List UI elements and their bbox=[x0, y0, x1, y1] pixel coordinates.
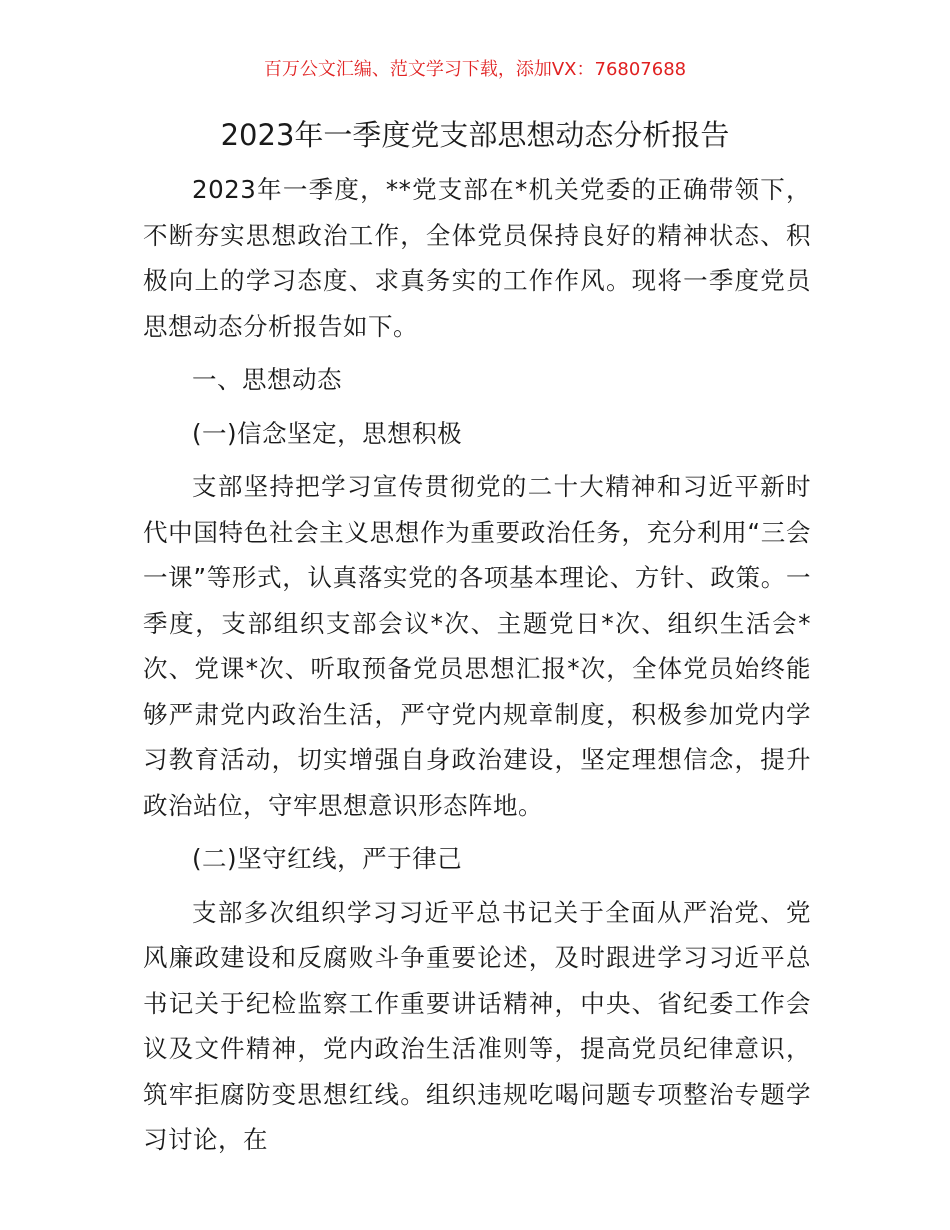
intro-paragraph: 2023年一季度，**党支部在*机关党委的正确带领下，不断夯实思想政治工作，全体党员保持良好的精神状态、积极向上的学习态度、求真务实的工作作风。现将一季度党员思想动态分析报告如下。 bbox=[143, 175, 811, 341]
subheading-firm-belief: (一)信念坚定，思想积极 bbox=[192, 418, 463, 448]
paragraph-study: 支部坚持把学习宣传贯彻党的二十大精神和习近平新时代中国特色社会主义思想作为重要政治任务，充分利用“三会一课”等形式，认真落实党的各项基本理论、方针、政策。一季度，支部组织支部会议*次、主题党日*次、组织生活会*次、党课*次、听取预备党员思想汇报*次，全体党员始终能够严肃党内政治生活，严守党内规章制度，积极参加党内学习教育活动，切实增强自身政治建设，坚定理想信念，提升政治站位，守牢思想意识形态阵地。 bbox=[143, 472, 811, 820]
paragraph-discipline: 支部多次组织学习习近平总书记关于全面从严治党、党风廉政建设和反腐败斗争重要论述，及时跟进学习习近平总书记关于纪检监察工作重要讲话精神，中央、省纪委工作会议及文件精神，党内政治生活准则等，提高党员纪律意识，筑牢拒腐防变思想红线。组织违规吃喝问题专项整治专题学习讨论，在 bbox=[143, 897, 811, 1154]
promo-banner: 百万公文汇编、范文学习下载，添加VX：76807688 bbox=[263, 59, 687, 80]
document-body bbox=[143, 167, 811, 1163]
document-title: 2023年一季度党支部思想动态分析报告 bbox=[220, 118, 730, 152]
section-heading-thoughts: 一、思想动态 bbox=[192, 365, 342, 394]
subheading-red-line: (二)坚守红线，严于律己 bbox=[192, 844, 463, 873]
